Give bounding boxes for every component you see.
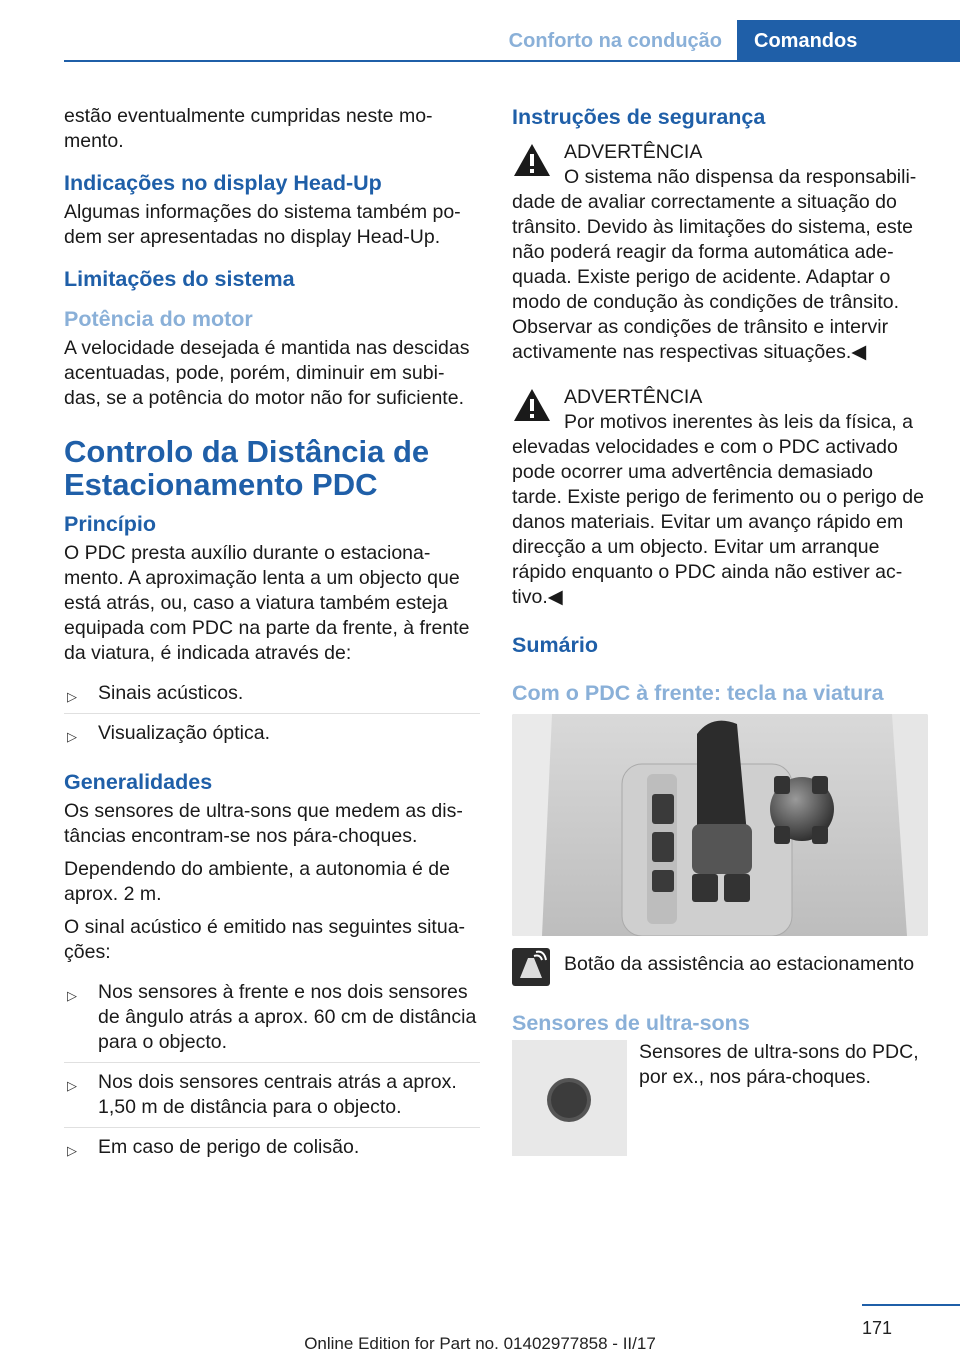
header-rule [64,60,960,62]
heading-principle: Princípio [64,512,156,536]
warning-text-2: Por motivos inerentes às leis da física, a elevadas velocidades e com o PDC activado pode ocorrer uma advertência demasiado tarde. Existe perigo de ferimento ou o perigo de danos materiais. Evitar um avanço rápido em direcção a um objecto. Evitar um arranque rápido enquanto o PDC ainda não estiver ac‐ tivo.◀ [512,411,924,608]
warning-title-2: ADVERTÊNCIA [564,386,703,408]
list-item-text: Nos dois sensores centrais atrás a aprox. 1,50 m de distância para o objecto. [98,1071,457,1118]
triangle-right-icon: ▷ [67,988,77,1003]
heading-pdc: Controlo da Distância de Estacionamento PDC [64,434,430,502]
sensor-paragraph: Sensores de ultra-sons do PDC, por ex., nos pára-choques. [639,1041,919,1088]
acoustic-signal-list [64,973,480,1167]
triangle-right-icon: ▷ [67,689,77,704]
principle-paragraph: O PDC presta auxílio durante o estaciona‐ mento. A aproximação lenta a um objecto que está atrás, ou, caso a viatura também esteja equipada com PDC na parte da frente, à frente da viatura, é indicada através de: [64,542,470,664]
edition-footer: Online Edition for Part no. 01402977858 - II/17 [304,1334,656,1353]
right-column [512,104,928,1158]
list-item [64,973,480,1063]
heading-general: Generalidades [64,770,213,794]
triangle-right-icon: ▷ [67,1078,77,1093]
header-tab-comandos: Comandos [737,20,960,62]
warning-block-2 [512,385,928,610]
list-item [64,674,480,714]
header-section-title: Conforto na condução [508,30,722,52]
intro-paragraph: estão eventualmente cumpridas neste mo‐ mento. [64,105,433,152]
sensor-block [512,1040,928,1158]
left-column [64,104,480,1167]
indication-list [64,674,480,753]
list-item-text: Em caso de perigo de colisão. [98,1136,360,1158]
warning-title-1: ADVERTÊNCIA [564,141,703,163]
engine-power-paragraph: A velocidade desejada é mantida nas descidas acentuadas, pode, porém, diminuir em subi‐ das, se a potência do motor não for suficiente. [64,337,470,409]
sensor-photo [512,1040,627,1156]
general-paragraph-1: Os sensores de ultra-sons que medem as dis‐ tâncias encontram-se nos pára-choques. [64,800,463,847]
triangle-right-icon: ▷ [67,1143,77,1158]
heading-safety: Instruções de segurança [512,105,766,129]
list-item-text: Visualização óptica. [98,722,270,744]
general-paragraph-2: Dependendo do ambiente, a autonomia é de aprox. 2 m. [64,858,450,905]
page-number: 171 [862,1318,893,1338]
heading-headup: Indicações no display Head-Up [64,171,382,195]
list-item [64,1128,480,1167]
heading-front-pdc: Com o PDC à frente: tecla na viatura [512,681,884,705]
pdc-button-icon [512,948,550,986]
warning-triangle-icon [512,387,552,423]
warning-triangle-icon [512,142,552,178]
heading-sensors: Sensores de ultra-sons [512,1011,750,1035]
list-item-text: Sinais acústicos. [98,682,244,704]
pdc-button-legend [512,952,928,990]
pdc-button-caption: Botão da assistência ao estacionamento [564,953,915,975]
list-item-text: Nos sensores à frente e nos dois sensores de ângulo atrás a aprox. 60 cm de distância para o objecto. [98,981,477,1053]
heading-system-limits: Limitações do sistema [64,267,295,291]
console-photo [512,714,928,936]
heading-summary: Sumário [512,633,599,657]
general-paragraph-3: O sinal acústico é emitido nas seguintes situa‐ ções: [64,916,466,963]
footer-rule [862,1304,960,1306]
triangle-right-icon: ▷ [67,729,77,744]
headup-paragraph: Algumas informações do sistema também po‐ dem ser apresentadas no display Head-Up. [64,201,461,248]
warning-text-1: O sistema não dispensa da responsabili‐ dade de avaliar correctamente a situação do trânsito. Devido às limitações do sistema, este não poderá reagir da forma automática ade‐ quada. Existe perigo de acidente. Adaptar o modo de condução às condições de trânsito. Observar as condições de trânsito e intervir activamente nas respectivas situações.◀ [512,166,917,363]
warning-block-1 [512,140,928,365]
heading-engine-power: Potência do motor [64,307,253,331]
list-item [64,714,480,753]
list-item [64,1063,480,1128]
